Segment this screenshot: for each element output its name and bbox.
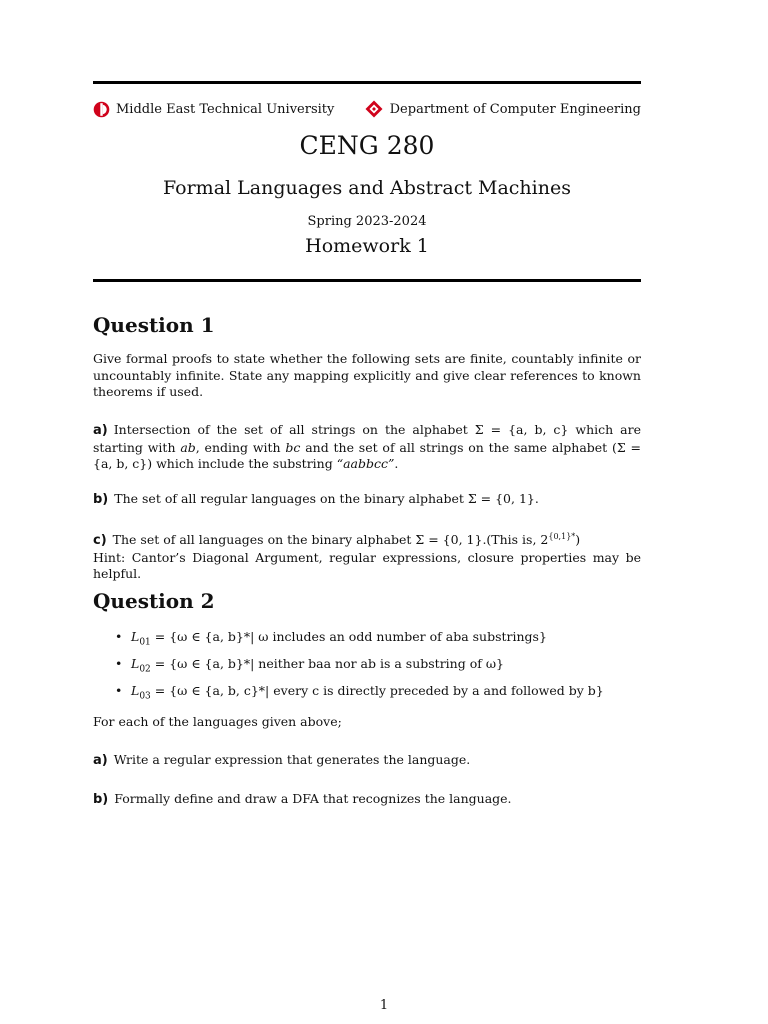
bottom-rule	[93, 279, 641, 282]
list-item	[93, 683, 641, 710]
university-block	[93, 101, 334, 118]
question-1-part-a	[93, 422, 641, 473]
part-a-text-4: .	[394, 456, 399, 471]
department-block	[364, 99, 641, 119]
question-1-title: Question 1	[93, 313, 215, 337]
language-list	[93, 629, 641, 710]
part-a-text-3: and the set of all strings on the same alphabet (Σ = {a, b, c}) which include the substring	[93, 439, 641, 471]
top-rule	[93, 81, 641, 84]
part-a-start-string: ab	[180, 439, 196, 455]
question-1-part-b	[93, 491, 641, 509]
part-a-label: a)	[93, 423, 108, 438]
question-2-part-b	[93, 791, 641, 809]
q2-part-a-label: a)	[93, 753, 108, 768]
q2-part-b-label: b)	[93, 792, 109, 807]
header-row	[93, 99, 641, 119]
part-b-label: b)	[93, 492, 109, 507]
language-definition: = {ω ∈ {a, b, c}*| every c is directly preceded by a and followed by b}	[154, 683, 604, 698]
part-b-text: The set of all regular languages on the binary alphabet Σ = {0, 1}.	[114, 491, 539, 506]
question-2-part-a	[93, 752, 641, 770]
q2-part-b-text: Formally define and draw a DFA that recognizes the language.	[114, 791, 512, 806]
course-title: Formal Languages and Abstract Machines	[163, 177, 571, 199]
part-c-superscript: {0,1}*	[548, 532, 576, 541]
list-item	[93, 629, 641, 656]
part-c-close: )	[575, 532, 581, 548]
question-2-lead: For each of the languages given above;	[93, 714, 342, 729]
language-definition: = {ω ∈ {a, b}*| ω includes an odd number of aba substrings}	[154, 629, 547, 644]
university-name: Middle East Technical University	[116, 101, 335, 117]
list-item	[93, 656, 641, 683]
language-subscript: 01	[139, 637, 151, 648]
ceng-logo-icon	[364, 99, 384, 119]
language-name: L	[131, 656, 140, 671]
language-subscript: 03	[139, 691, 151, 702]
page-number: 1	[379, 998, 389, 1013]
language-name: L	[131, 629, 140, 644]
part-c-label: c)	[93, 533, 107, 549]
language-definition: = {ω ∈ {a, b}*| neither baa nor ab is a substring of ω}	[154, 656, 504, 671]
part-c-hint: Hint: Cantor’s Diagonal Argument, regular expressions, closure properties may be helpful.	[93, 549, 641, 582]
part-a-text-2: , ending with	[195, 439, 281, 455]
q2-part-a-text: Write a regular expression that generates the language.	[113, 752, 471, 767]
course-code: CENG 280	[299, 131, 435, 160]
part-c-text: The set of all languages on the binary alphabet Σ = {0, 1}.(This is, 2	[112, 532, 549, 548]
language-name: L	[131, 683, 140, 698]
part-a-text-1: Intersection of the set of all strings on the alphabet Σ = {a, b, c} which are starting with	[93, 422, 641, 455]
assignment-title: Homework 1	[305, 235, 429, 257]
question-1-intro: Give formal proofs to state whether the following sets are finite, countably infinite or uncountably infinite. State any mapping explicitly and give clear references to known theorems if used.	[93, 351, 641, 399]
language-subscript: 02	[139, 664, 151, 675]
part-a-end-string: bc	[285, 439, 301, 455]
metu-logo-icon	[93, 101, 110, 118]
department-name: Department of Computer Engineering	[389, 101, 641, 117]
part-a-substring: “aabbcc”	[336, 456, 395, 471]
question-2-title: Question 2	[93, 589, 215, 613]
semester: Spring 2023-2024	[307, 214, 427, 229]
question-1-part-c	[93, 529, 641, 583]
